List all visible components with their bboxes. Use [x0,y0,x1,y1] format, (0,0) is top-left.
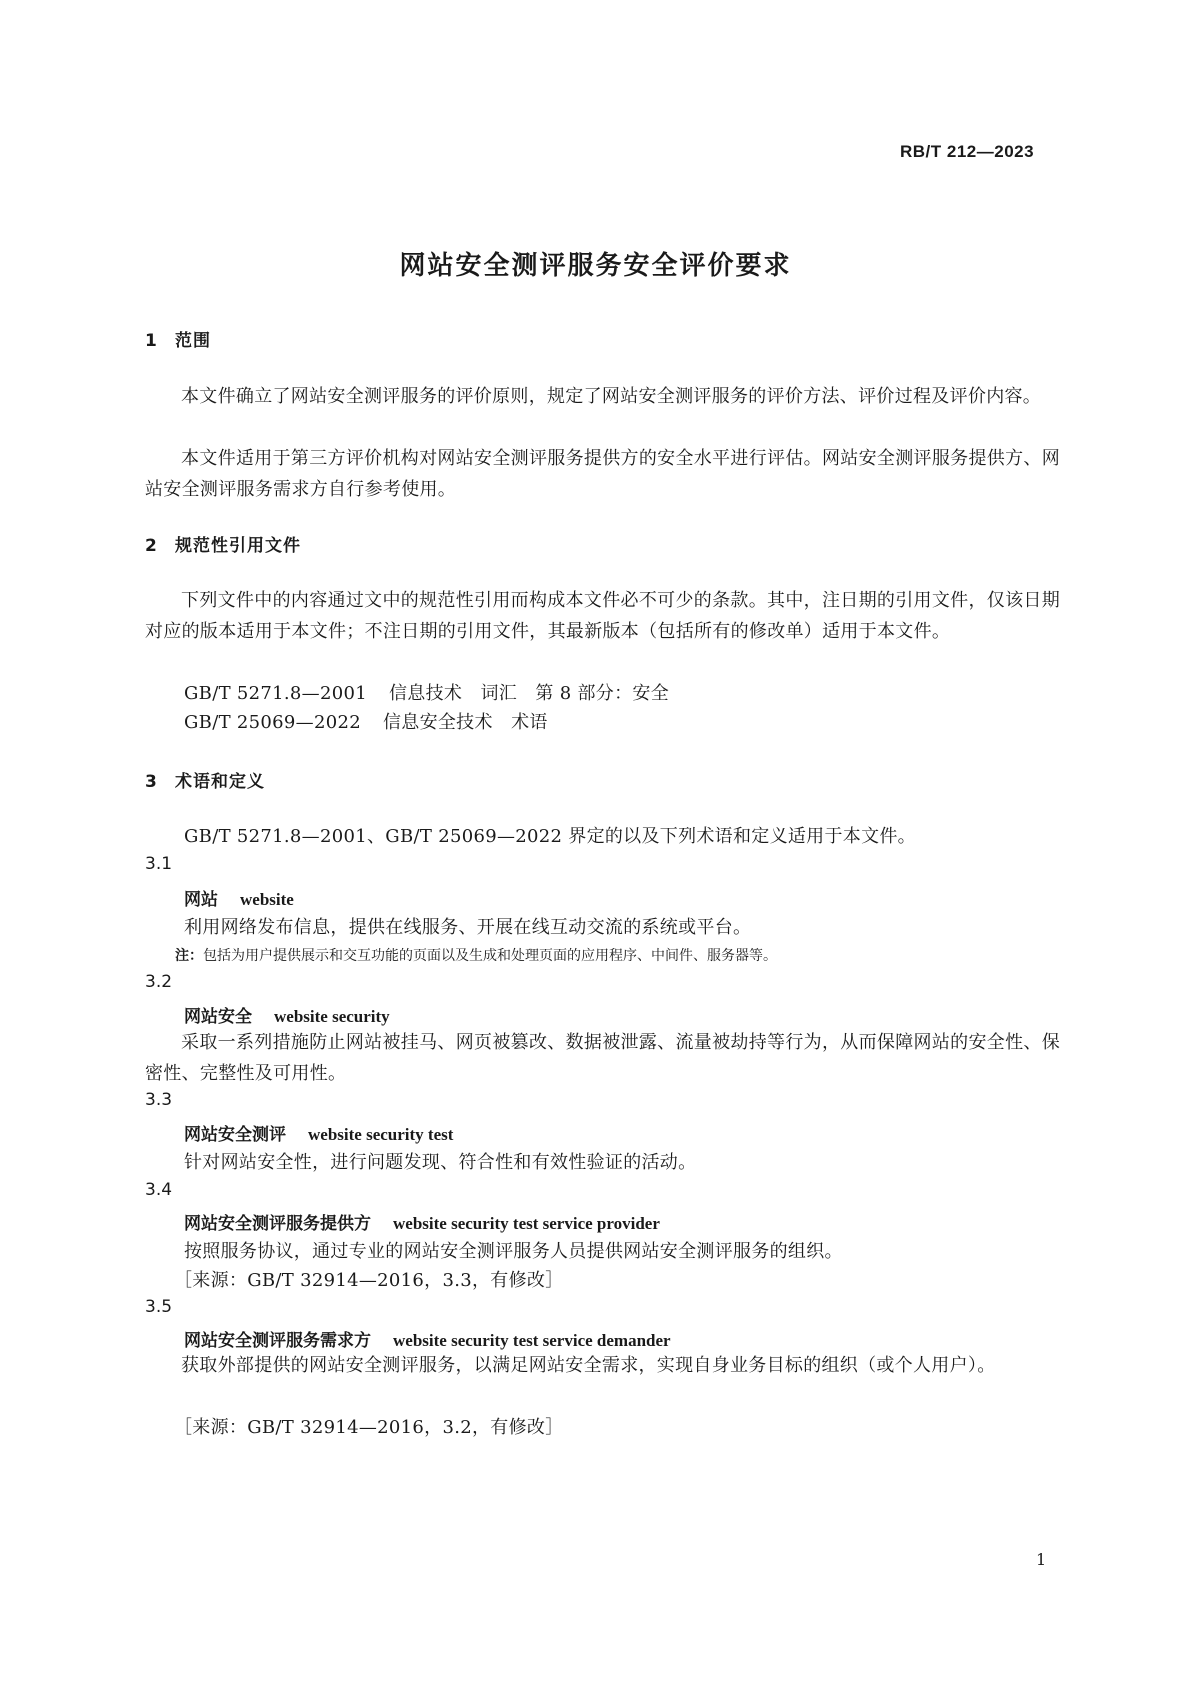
paragraph: 本文件确立了网站安全测评服务的评价原则，规定了网站安全测评服务的评价方法、评价过程及评价内容。 [181,386,1042,407]
term-chinese: 网站安全测评 [184,1125,286,1145]
standard-number: RB/T 212—2023 [900,142,1035,161]
section-number: 3 [145,772,158,792]
clause-number: 3.4 [145,1180,173,1200]
term-entry [184,1002,390,1027]
normative-reference [184,679,669,705]
term-entry [184,1120,453,1145]
section-number: 2 [145,536,158,556]
page-number: 1 [1036,1550,1047,1569]
term-definition: 针对网站安全性，进行问题发现、符合性和有效性验证的活动。 [184,1152,697,1173]
clause-number: 3.1 [145,854,173,874]
clause-number: 3.3 [145,1090,173,1110]
term-definition: 采取一系列措施防止网站被挂马、网页被篡改、数据被泄露、流量被劫持等行为，从而保障网站的安全性、保密性、完整性及可用性。 [145,1032,1060,1084]
term-chinese: 网站 [184,890,218,910]
term-entry [184,885,294,910]
term-note [175,945,777,965]
term-definition: 获取外部提供的网站安全测评服务，以满足网站安全需求，实现自身业务目标的组织（或个人用户）。 [181,1355,996,1376]
section-heading [145,531,301,556]
term-chinese: 网站安全 [184,1007,252,1027]
term-chinese: 网站安全测评服务提供方 [184,1214,371,1234]
note-label: 注： [175,948,203,964]
section-heading [145,326,211,351]
paragraph: 本文件适用于第三方评价机构对网站安全测评服务提供方的安全水平进行评估。网站安全测评服务提供方、网站安全测评服务需求方自行参考使用。 [145,448,1060,500]
term-source: ［来源：GB/T 32914—2016，3.3，有修改］ [174,1270,564,1291]
section-title: 术语和定义 [175,772,265,792]
reference-code: GB/T 25069—2022 [184,712,361,733]
document-title: 网站安全测评服务安全评价要求 [399,251,792,281]
term-english: website security [274,1007,390,1026]
term-definition: 利用网络发布信息，提供在线服务、开展在线互动交流的系统或平台。 [184,917,752,938]
reference-code: GB/T 5271.8—2001 [184,683,367,704]
term-source: ［来源：GB/T 32914—2016，3.2，有修改］ [174,1417,564,1438]
section-heading [145,767,265,792]
term-definition: 按照服务协议，通过专业的网站安全测评服务人员提供网站安全测评服务的组织。 [184,1241,843,1262]
section-title: 范围 [175,331,211,351]
paragraph: 下列文件中的内容通过文中的规范性引用而构成本文件必不可少的条款。其中，注日期的引用文件，仅该日期对应的版本适用于本文件；不注日期的引用文件，其最新版本（包括所有的修改单）适用于本文件。 [145,590,1060,642]
section-title: 规范性引用文件 [175,536,301,556]
section-number: 1 [145,331,158,351]
note-text: 包括为用户提供展示和交互功能的页面以及生成和处理页面的应用程序、中间件、服务器等。 [203,948,777,964]
term-entry [184,1209,660,1234]
term-english: website security test service demander [393,1331,671,1350]
term-entry [184,1326,671,1351]
clause-number: 3.2 [145,972,173,992]
reference-name: 信息安全技术 术语 [382,712,548,733]
normative-reference [184,708,548,734]
section-intro: GB/T 5271.8—2001、GB/T 25069—2022 界定的以及下列术语和定义适用于本文件。 [184,826,916,847]
reference-name: 信息技术 词汇 第 8 部分：安全 [389,683,669,704]
term-english: website [240,890,294,909]
clause-number: 3.5 [145,1297,173,1317]
term-english: website security test service provider [393,1214,660,1233]
term-chinese: 网站安全测评服务需求方 [184,1331,371,1351]
term-english: website security test [308,1125,454,1144]
